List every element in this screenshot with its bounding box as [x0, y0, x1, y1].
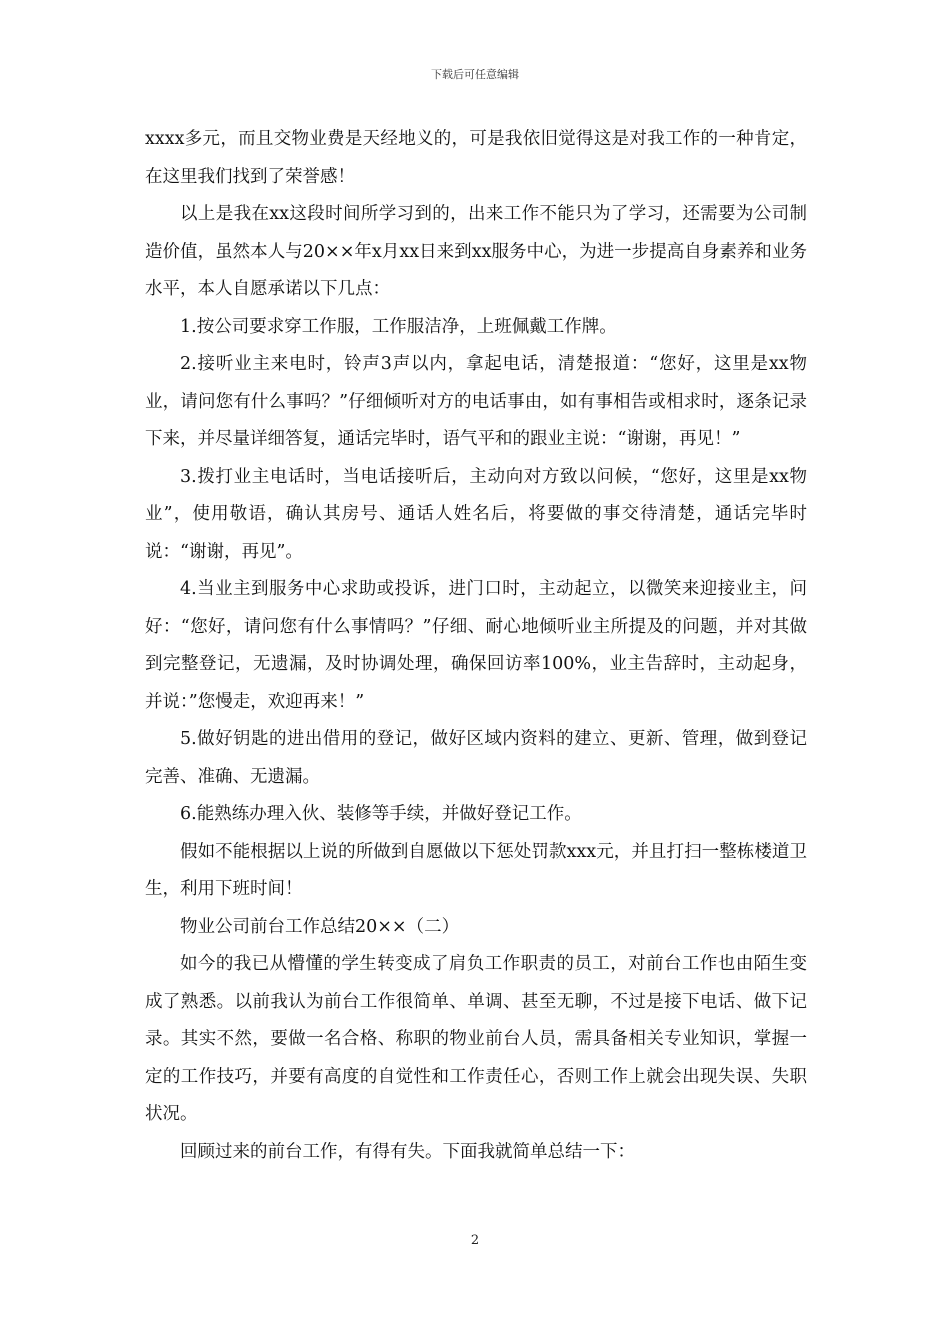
paragraph-intro-commitment: 以上是我在xx这段时间所学习到的，出来工作不能只为了学习，还需要为公司制造价值，虽然本人与20××年x月xx日来到xx服务中心，为进一步提高自身素养和业务水平，本人自愿承诺以下几点： [145, 204, 807, 299]
page-number: 2 [470, 1233, 480, 1248]
paragraph-review: 回顾过来的前台工作，有得有失。下面我就简单总结一下： [180, 1141, 635, 1162]
paragraph-item-5: 5.做好钥匙的进出借用的登记，做好区域内资料的建立、更新、管理，做到登记完善、准确、无遗漏。 [145, 729, 807, 787]
paragraph-item-4: 4.当业主到服务中心求助或投诉，进门口时，主动起立，以微笑来迎接业主，问好：“您好，请问您有什么事情吗？”仔细、耐心地倾听业主所提及的问题，并对其做到完整登记，无遗漏，及时协调处理，确保回访率100%，业主告辞时，主动起身，并说：”您慢走，欢迎再来！” [145, 579, 807, 712]
paragraph-item-1: 1.按公司要求穿工作服，工作服洁净，上班佩戴工作牌。 [180, 316, 617, 337]
page-header: 下载后可任意编辑 [431, 68, 519, 81]
paragraph-reflection: 如今的我已从懵懂的学生转变成了肩负工作职责的员工，对前台工作也由陌生变成了熟悉。以前我认为前台工作很简单、单调、甚至无聊，不过是接下电话、做下记录。其实不然，要做一名合格、称职的物业前台人员，需具备相关专业知识，掌握一定的工作技巧，并要有高度的自觉性和工作责任心，否则工作上就会出现失误、失职状况。 [145, 954, 807, 1124]
paragraph-penalty: 假如不能根据以上说的所做到自愿做以下惩处罚款xxx元，并且打扫一整栋楼道卫生，利用下班时间！ [145, 841, 807, 899]
section-title: 物业公司前台工作总结20××（二） [180, 916, 460, 937]
document-body [145, 121, 807, 1171]
paragraph-item-6: 6.能熟练办理入伙、装修等手续，并做好登记工作。 [180, 804, 582, 824]
paragraph-continuation: xxxx多元，而且交物业费是天经地义的，可是我依旧觉得这是对我工作的一种肯定，在这里我们找到了荣誉感！ [145, 129, 807, 187]
paragraph-item-3: 3.拨打业主电话时，当电话接听后，主动向对方致以问候，“您好，这里是xx物业”，使用敬语，确认其房号、通话人姓名后，将要做的事交待清楚，通话完毕时说：“谢谢，再见”。 [145, 466, 807, 562]
paragraph-item-2: 2.接听业主来电时，铃声3声以内，拿起电话，清楚报道：“您好，这里是xx物业，请问您有什么事吗？”仔细倾听对方的电话事由，如有事相告或相求时，逐条记录下来，并尽量详细答复，通话完毕时，语气平和的跟业主说：“谢谢，再见！” [145, 354, 807, 449]
